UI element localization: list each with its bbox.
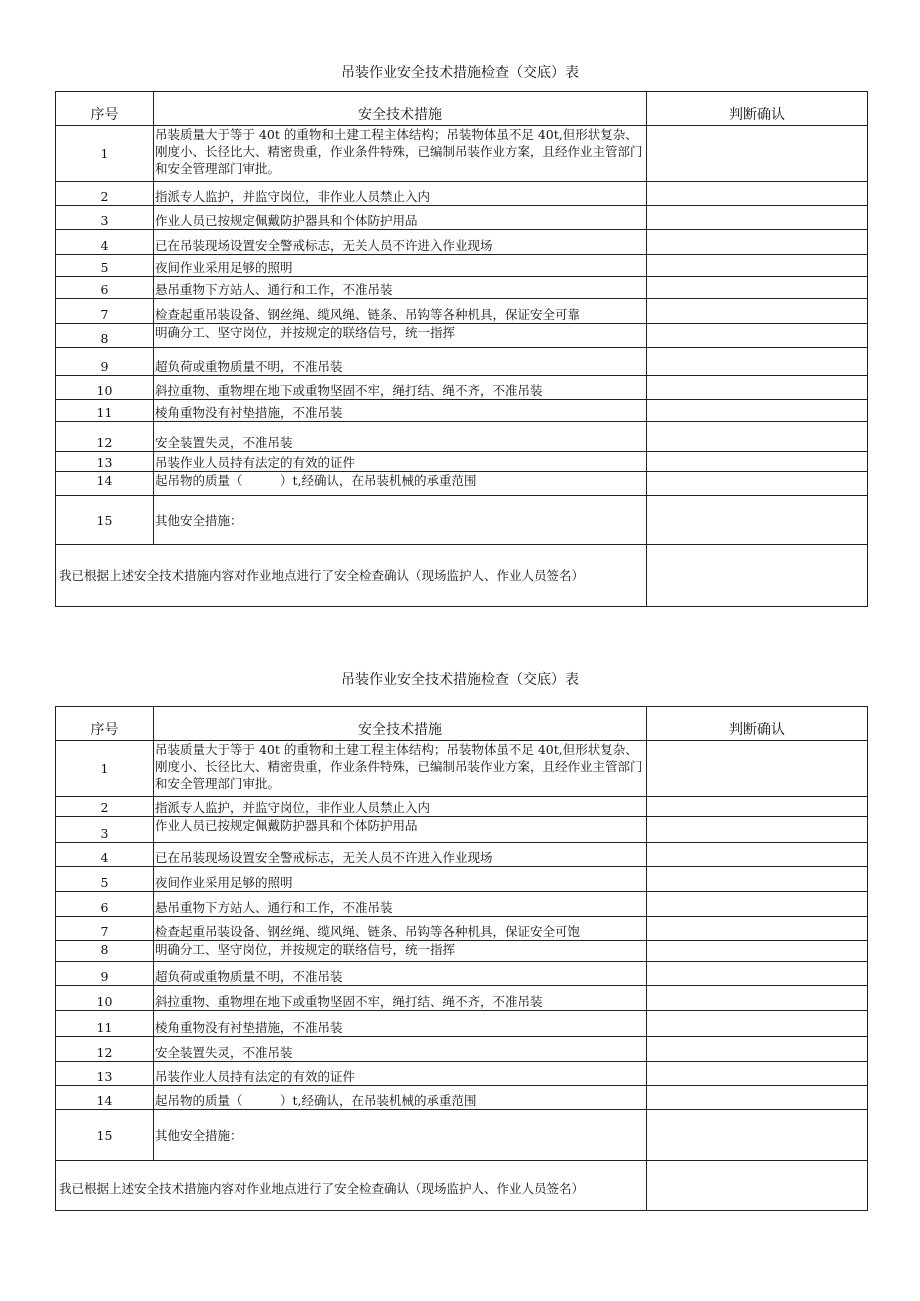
row-confirm-cell[interactable] — [647, 797, 868, 817]
table-row — [56, 348, 868, 376]
row-measure: 已在吊装现场设置安全警戒标志，无关人员不许进入作业现场 — [154, 230, 647, 255]
row-no: 11 — [56, 1011, 154, 1037]
row-measure: 已在吊装现场设置安全警戒标志，无关人员不许进入作业现场 — [154, 843, 647, 867]
header-confirm: 判断确认 — [647, 707, 868, 741]
row-confirm-cell[interactable] — [647, 472, 868, 496]
row-measure: 斜拉重物、重物埋在地下或重物坚固不牢，绳打结、绳不齐，不准吊装 — [154, 986, 647, 1011]
row-no: 5 — [56, 255, 154, 277]
row-no: 4 — [56, 230, 154, 255]
table-row — [56, 182, 868, 206]
header-measure: 安全技术措施 — [154, 707, 647, 741]
row-measure: 超负荷或重物质量不明，不准吊装 — [154, 962, 647, 986]
row-confirm-cell[interactable] — [647, 962, 868, 986]
row-measure: 检查起重吊装设备、钢丝绳、缆风绳、链条、吊钩等各种机具，保证安全可靠 — [154, 299, 647, 324]
row-confirm-cell[interactable] — [647, 1062, 868, 1086]
table-row — [56, 206, 868, 230]
row-confirm-cell[interactable] — [647, 182, 868, 206]
row-confirm-cell[interactable] — [647, 986, 868, 1011]
row-confirm-cell[interactable] — [647, 400, 868, 422]
signature-statement: 我已根据上述安全技术措施内容对作业地点进行了安全检查确认（现场监护人、作业人员签名） — [56, 545, 647, 607]
table-row — [56, 917, 868, 941]
row-measure: 吊装质量大于等于 40t 的重物和土建工程主体结构；吊装物体虽不足 40t,但形状复杂、刚度小、长径比大、精密贵重，作业条件特殊，已编制吊装作业方案，且经作业主管部门和安全管理部门审批。 — [154, 741, 647, 797]
row-measure: 其他安全措施： — [154, 1110, 647, 1161]
row-confirm-cell[interactable] — [647, 1037, 868, 1062]
table-row — [56, 1011, 868, 1037]
header-measure: 安全技术措施 — [154, 92, 647, 126]
signature-row — [56, 545, 868, 607]
table-row — [56, 255, 868, 277]
table-row — [56, 472, 868, 496]
row-measure: 指派专人监护，并监守岗位，非作业人员禁止入内 — [154, 182, 647, 206]
row-confirm-cell[interactable] — [647, 941, 868, 962]
row-confirm-cell[interactable] — [647, 255, 868, 277]
header-no: 序号 — [56, 92, 154, 126]
row-confirm-cell[interactable] — [647, 452, 868, 472]
row-measure: 安全装置失灵，不准吊装 — [154, 1037, 647, 1062]
table-row — [56, 1062, 868, 1086]
row-measure: 夜间作业采用足够的照明 — [154, 867, 647, 892]
signature-statement: 我已根据上述安全技术措施内容对作业地点进行了安全检查确认（现场监护人、作业人员签名） — [56, 1161, 647, 1211]
table-row — [56, 452, 868, 472]
table-row — [56, 941, 868, 962]
row-no: 2 — [56, 797, 154, 817]
row-confirm-cell[interactable] — [647, 277, 868, 299]
table-row — [56, 797, 868, 817]
row-confirm-cell[interactable] — [647, 892, 868, 917]
row-no: 15 — [56, 1110, 154, 1161]
row-confirm-cell[interactable] — [647, 348, 868, 376]
table-row — [56, 400, 868, 422]
table-row — [56, 496, 868, 545]
table-row — [56, 892, 868, 917]
row-no: 6 — [56, 277, 154, 299]
row-no: 4 — [56, 843, 154, 867]
table-row — [56, 741, 868, 797]
row-no: 10 — [56, 376, 154, 400]
row-no: 11 — [56, 400, 154, 422]
row-no: 13 — [56, 452, 154, 472]
row-confirm-cell[interactable] — [647, 867, 868, 892]
row-measure: 安全装置失灵，不准吊装 — [154, 422, 647, 452]
row-no: 14 — [56, 472, 154, 496]
table-row — [56, 1086, 868, 1110]
check-table-2 — [55, 706, 868, 1211]
table-row — [56, 376, 868, 400]
row-no: 9 — [56, 962, 154, 986]
row-confirm-cell[interactable] — [647, 1110, 868, 1161]
row-no: 1 — [56, 126, 154, 182]
row-measure: 超负荷或重物质量不明，不准吊装 — [154, 348, 647, 376]
table-row — [56, 1037, 868, 1062]
header-confirm: 判断确认 — [647, 92, 868, 126]
row-confirm-cell[interactable] — [647, 324, 868, 348]
row-confirm-cell[interactable] — [647, 917, 868, 941]
row-confirm-cell[interactable] — [647, 126, 868, 182]
row-no: 7 — [56, 917, 154, 941]
row-measure: 其他安全措施： — [154, 496, 647, 545]
row-no: 10 — [56, 986, 154, 1011]
row-measure: 夜间作业采用足够的照明 — [154, 255, 647, 277]
row-measure: 吊装作业人员持有法定的有效的证件 — [154, 1062, 647, 1086]
row-no: 3 — [56, 817, 154, 843]
row-measure: 棱角重物没有衬垫措施，不准吊装 — [154, 400, 647, 422]
row-confirm-cell[interactable] — [647, 230, 868, 255]
row-confirm-cell[interactable] — [647, 422, 868, 452]
row-no: 3 — [56, 206, 154, 230]
table-header-row — [56, 92, 868, 126]
row-no: 9 — [56, 348, 154, 376]
row-no: 12 — [56, 1037, 154, 1062]
form-title: 吊装作业安全技术措施检查（交底）表 — [341, 672, 579, 688]
row-no: 7 — [56, 299, 154, 324]
row-measure: 起吊物的质量（ ）t,经确认，在吊装机械的承重范围 — [154, 1086, 647, 1110]
table-row — [56, 230, 868, 255]
row-measure: 斜拉重物、重物埋在地下或重物坚固不牢，绳打结、绳不齐，不准吊装 — [154, 376, 647, 400]
table-row — [56, 843, 868, 867]
table-row — [56, 324, 868, 348]
row-measure: 明确分工、坚守岗位，并按规定的联络信号，统一指挥 — [154, 324, 647, 348]
row-measure: 吊装质量大于等于 40t 的重物和土建工程主体结构；吊装物体虽不足 40t,但形状复杂、刚度小、长径比大、精密贵重，作业条件特殊，已编制吊装作业方案，且经作业主管部门和安全管理部门审批。 — [154, 126, 647, 182]
row-confirm-cell[interactable] — [647, 206, 868, 230]
row-no: 1 — [56, 741, 154, 797]
row-measure: 指派专人监护，并监守岗位，非作业人员禁止入内 — [154, 797, 647, 817]
row-no: 8 — [56, 324, 154, 348]
row-no: 12 — [56, 422, 154, 452]
row-confirm-cell[interactable] — [647, 817, 868, 843]
row-no: 5 — [56, 867, 154, 892]
table-row — [56, 867, 868, 892]
row-measure: 作业人员已按规定佩戴防护器具和个体防护用品 — [154, 206, 647, 230]
table-row — [56, 126, 868, 182]
table-row — [56, 962, 868, 986]
row-measure: 明确分工、坚守岗位，并按规定的联络信号，统一指挥 — [154, 941, 647, 962]
row-confirm-cell[interactable] — [647, 299, 868, 324]
signature-cell[interactable] — [647, 1161, 868, 1211]
row-measure: 起吊物的质量（ ）t,经确认，在吊装机械的承重范围 — [154, 472, 647, 496]
row-confirm-cell[interactable] — [647, 741, 868, 797]
row-no: 6 — [56, 892, 154, 917]
row-confirm-cell[interactable] — [647, 1011, 868, 1037]
row-confirm-cell[interactable] — [647, 1086, 868, 1110]
signature-row — [56, 1161, 868, 1211]
table-header-row — [56, 707, 868, 741]
row-confirm-cell[interactable] — [647, 496, 868, 545]
row-no: 8 — [56, 941, 154, 962]
form-title: 吊装作业安全技术措施检查（交底）表 — [341, 65, 579, 81]
row-no: 14 — [56, 1086, 154, 1110]
row-confirm-cell[interactable] — [647, 843, 868, 867]
row-measure: 吊装作业人员持有法定的有效的证件 — [154, 452, 647, 472]
table-row — [56, 817, 868, 843]
row-measure: 检查起重吊装设备、钢丝绳、缆风绳、链条、吊钩等各种机具，保证安全可饱 — [154, 917, 647, 941]
row-no: 2 — [56, 182, 154, 206]
row-measure: 悬吊重物下方站人、通行和工作，不准吊装 — [154, 277, 647, 299]
row-no: 15 — [56, 496, 154, 545]
table-row — [56, 1110, 868, 1161]
row-confirm-cell[interactable] — [647, 376, 868, 400]
row-no: 13 — [56, 1062, 154, 1086]
table-row — [56, 299, 868, 324]
row-measure: 悬吊重物下方站人、通行和工作，不准吊装 — [154, 892, 647, 917]
table-row — [56, 277, 868, 299]
table-row — [56, 986, 868, 1011]
table-row — [56, 422, 868, 452]
row-measure: 作业人员已按规定佩戴防护器具和个体防护用品 — [154, 817, 647, 843]
signature-cell[interactable] — [647, 545, 868, 607]
check-table-1 — [55, 91, 868, 607]
row-measure: 棱角重物没有衬垫措施，不准吊装 — [154, 1011, 647, 1037]
header-no: 序号 — [56, 707, 154, 741]
